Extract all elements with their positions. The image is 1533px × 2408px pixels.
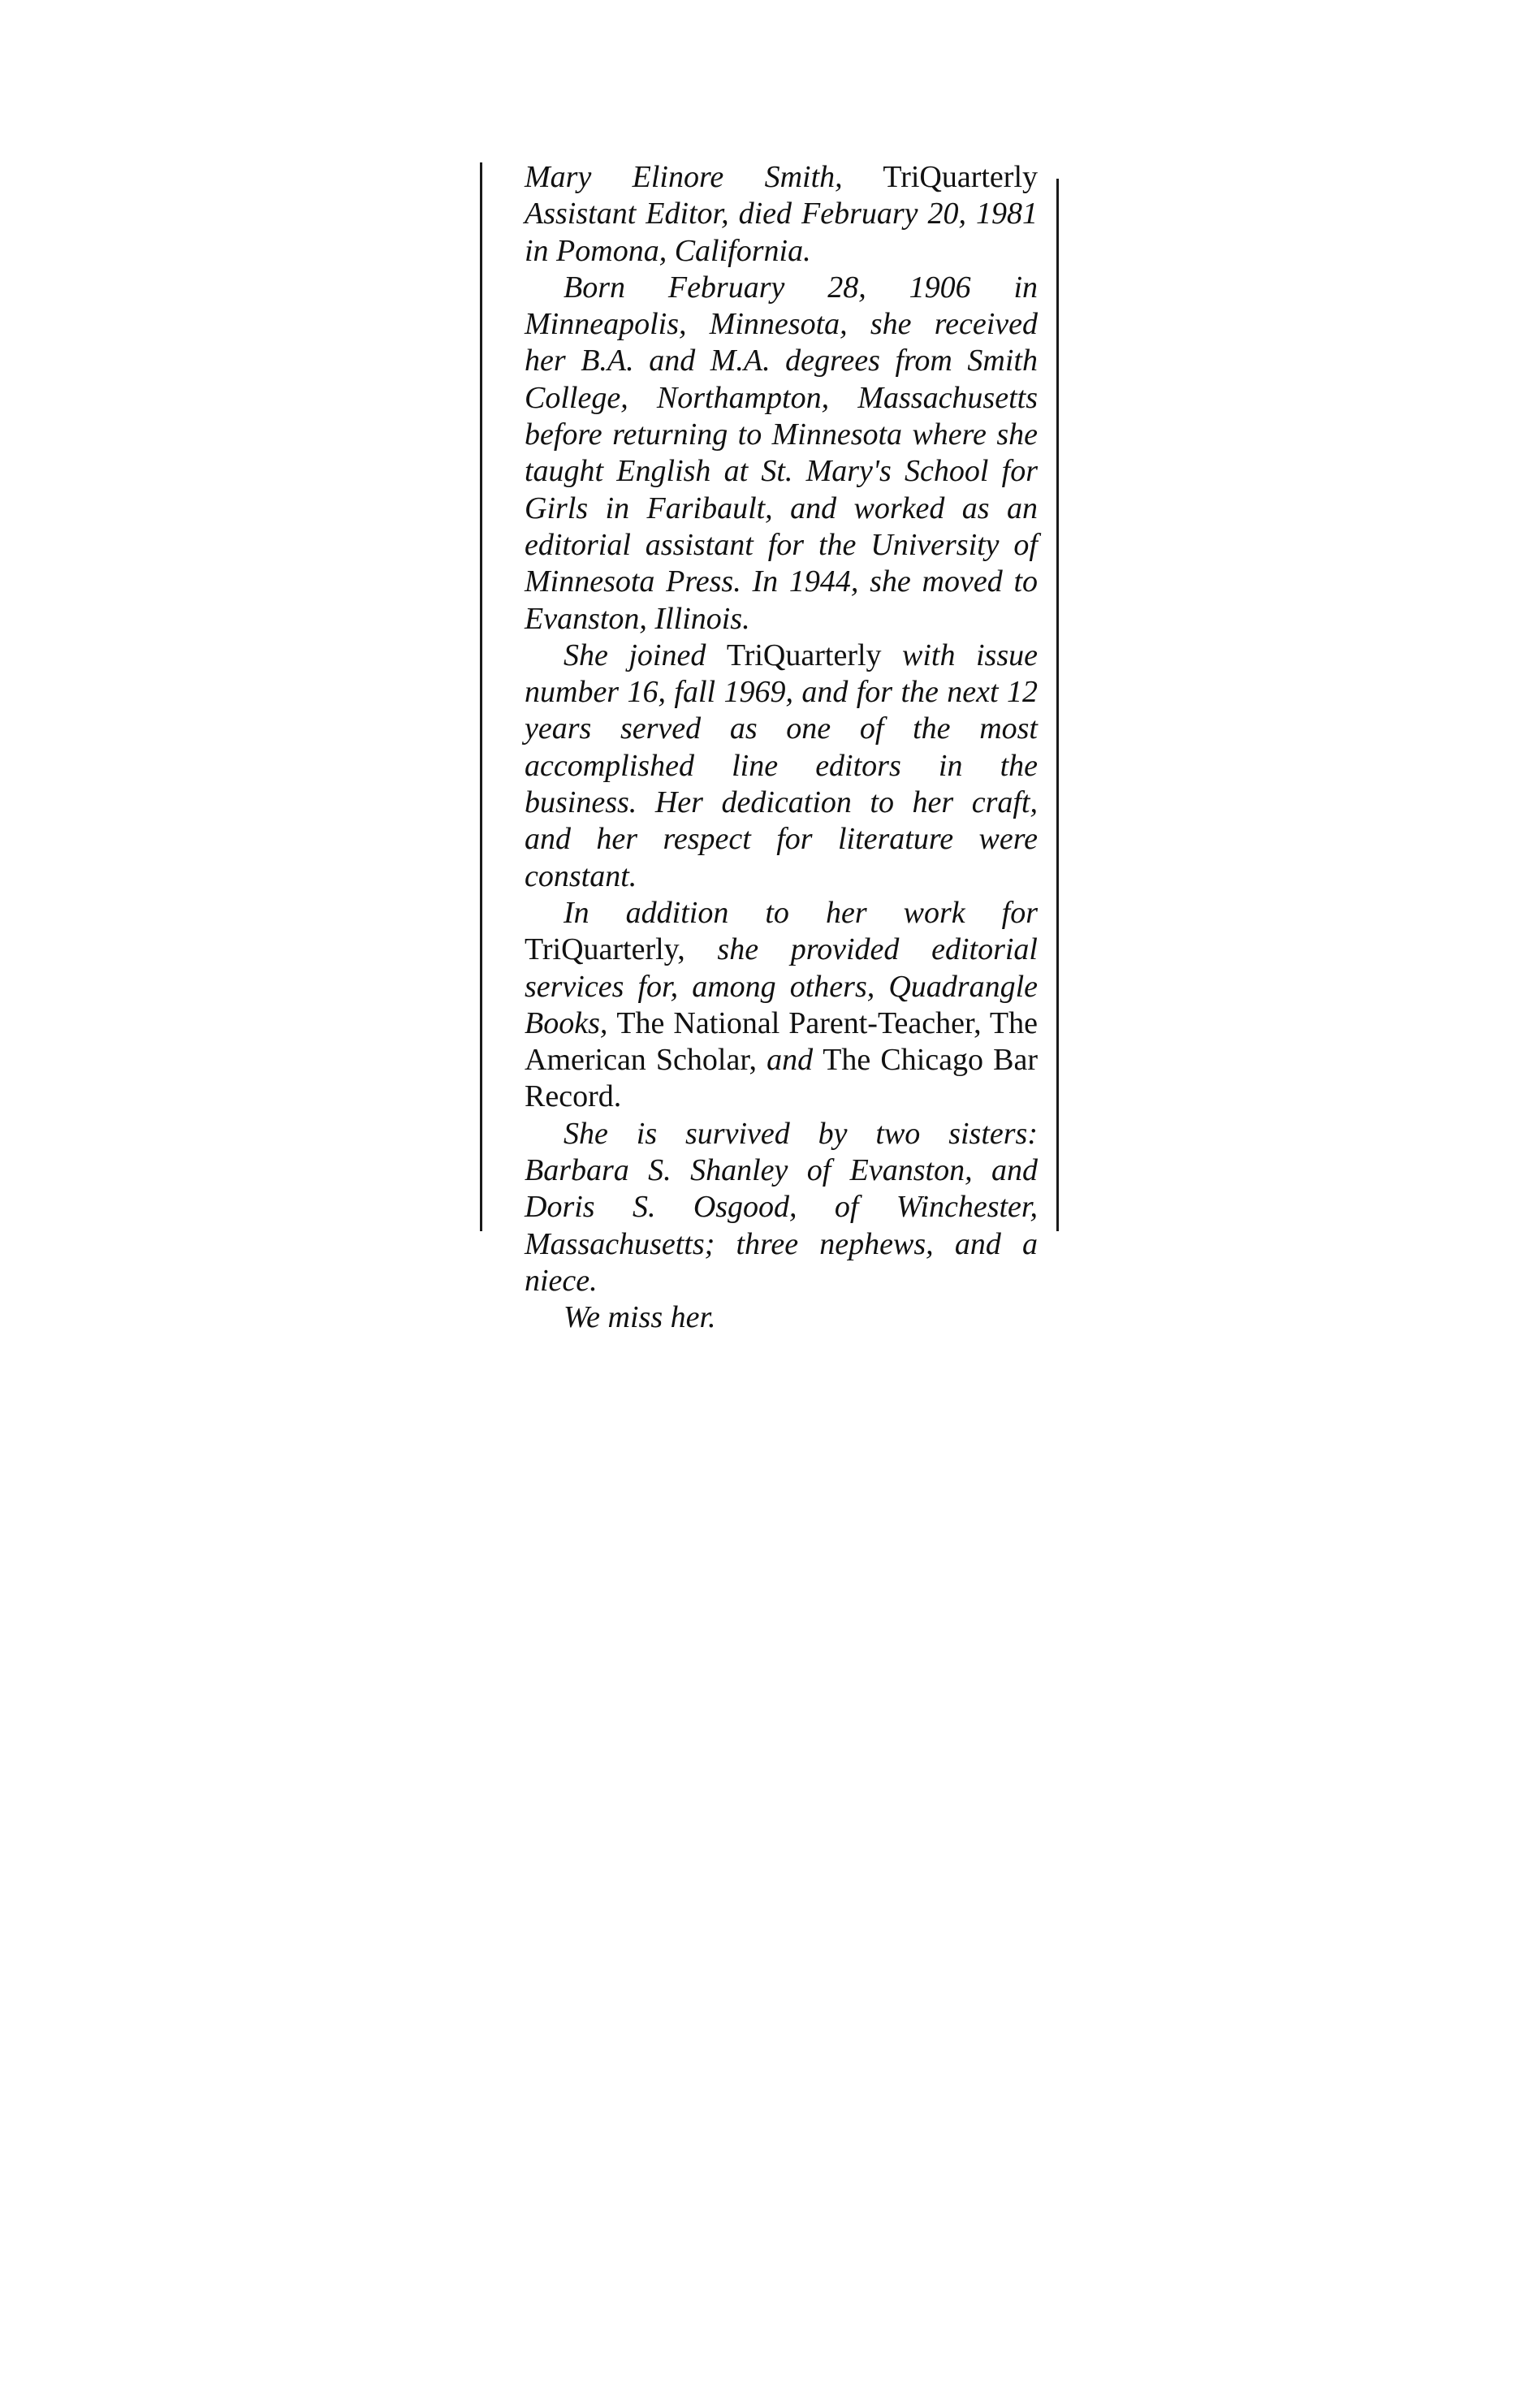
obituary-text-block [525, 159, 1038, 1337]
obituary-p4-start: In addition to her work for [564, 895, 1038, 930]
obituary-p4-and: and [756, 1043, 823, 1078]
obituary-paragraph-5: She is survived by two sisters: Barbara S. Shanley of Evanston, and Doris S. Osgood, of Winchester, Massachusetts; three nephews, and a niece. [525, 1116, 1038, 1298]
obituary-p1-journal: TriQuarterly [842, 160, 1039, 194]
obituary-p3-rest: with issue number 16, fall 1969, and for the next 12 years served as one of the most accomplished line editors in the business. Her dedication to her craft, and her respect for literature were constant. [525, 638, 1038, 893]
obituary-paragraph-4 [525, 895, 1038, 1116]
right-column-rule [1056, 179, 1059, 1231]
obituary-p1-rest: Assistant Editor, died February 20, 1981 in Pomona, California. [525, 197, 1038, 268]
obituary-paragraph-6: We miss her. [564, 1300, 716, 1335]
obituary-p3-journal: TriQuarterly [726, 638, 882, 672]
obituary-p4-middle: she provided editorial services for, among others, Quadrangle Books, [525, 932, 1038, 1040]
obituary-p4-journal: TriQuarterly, [525, 932, 685, 967]
obituary-p4-last-title: The Chicago Bar Record. [525, 1043, 1038, 1114]
left-column-rule [480, 162, 482, 1231]
obituary-paragraph-3 [525, 638, 1038, 895]
obituary-p1-name: Mary Elinore Smith, [525, 160, 843, 194]
obituary-paragraph-2: Born February 28, 1906 in Minneapolis, Minnesota, she received her B.A. and M.A. degrees from Smith College, Northampton, Massachusetts before returning to Minnesota where she taught English at St. Mary's School for Girls in Faribault, and worked as an editorial assistant for the University of Minnesota Press. In 1944, she moved to Evanston, Illinois. [525, 270, 1038, 636]
obituary-p4-titles: The National Parent-Teacher, The American Scholar, [525, 1005, 1038, 1078]
obituary-paragraph-1 [525, 159, 1038, 270]
obituary-p3-start: She joined [564, 638, 727, 672]
